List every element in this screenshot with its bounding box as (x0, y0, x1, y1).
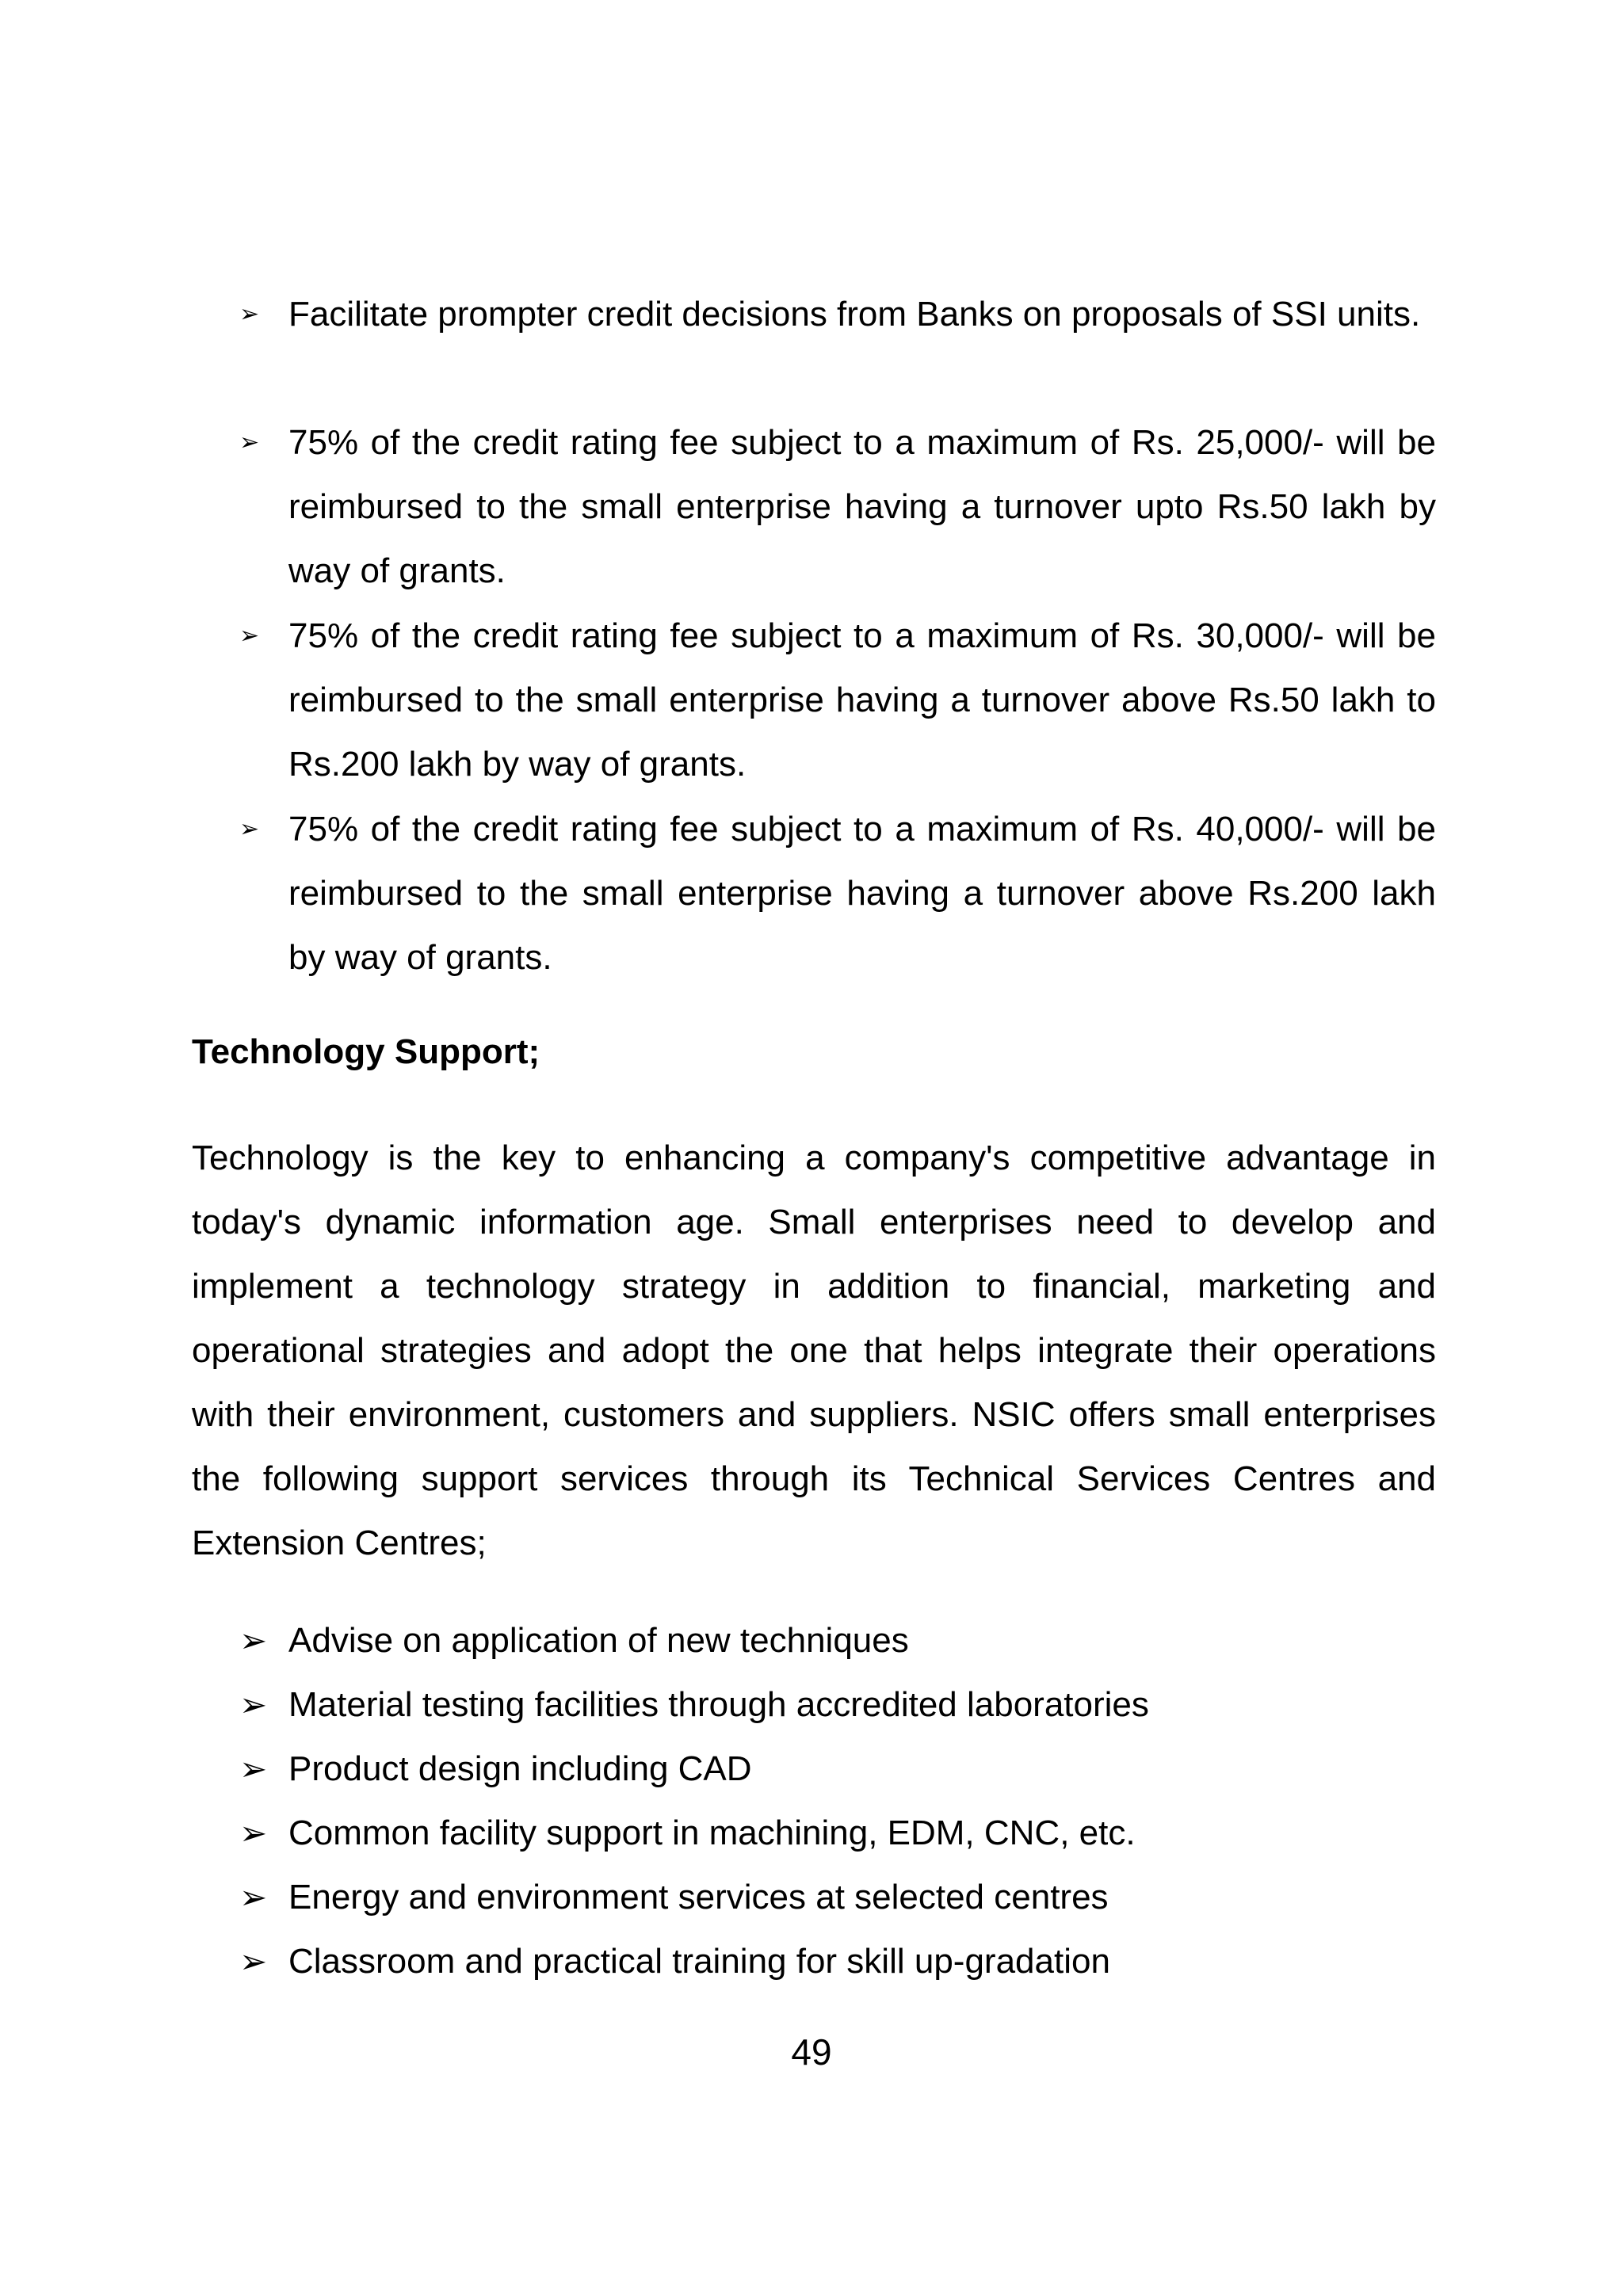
list-item (239, 410, 1436, 603)
list-item-text: 75% of the credit rating fee subject to a maximum of Rs. 40,000/- will be reimbursed to the small enterprise having a turnover above Rs.200 lakh by way of grants. (288, 810, 1436, 977)
list-item (239, 797, 1436, 990)
section-paragraph: Technology is the key to enhancing a company's competitive advantage in today's dynamic information age. Small enterprises need to develop and implement a technology strategy in addition to financial, marketing and operational strategies and adopt the one that helps integrate their operations with their environment, customers and suppliers. NSIC offers small enterprises the following support services through its Technical Services Centres and Extension Centres; (192, 1138, 1436, 1562)
arrow-bullet-icon: ➢ (239, 1878, 268, 1916)
list-item-text: Facilitate prompter credit decisions from Banks on proposals of SSI units. (288, 295, 1421, 334)
arrow-bullet-icon: ➢ (239, 1686, 268, 1723)
list-item-text: Common facility support in machining, EDM, CNC, etc. (288, 1814, 1136, 1852)
list-item (239, 1608, 1436, 1672)
arrow-bullet-icon: ➢ (239, 1814, 268, 1852)
arrow-bullet-icon: ➢ (239, 1622, 268, 1659)
list-item (239, 282, 1436, 346)
list-item (239, 1801, 1436, 1865)
arrow-bullet-icon: ➢ (239, 623, 260, 649)
list-item (239, 604, 1436, 796)
arrow-bullet-icon: ➢ (239, 429, 260, 456)
list-item-text: Energy and environment services at selected centres (288, 1878, 1109, 1917)
section-heading: Technology Support; (192, 1032, 540, 1071)
arrow-bullet-icon: ➢ (239, 1943, 268, 1980)
list-item (239, 1929, 1436, 1993)
list-item (239, 1672, 1436, 1737)
list-item (239, 1865, 1436, 1929)
page-number: 49 (791, 2031, 832, 2073)
list-item-text: 75% of the credit rating fee subject to a maximum of Rs. 25,000/- will be reimbursed to the small enterprise having a turnover upto Rs.50 lakh by way of grants. (288, 423, 1436, 590)
arrow-bullet-icon: ➢ (239, 301, 260, 327)
arrow-bullet-icon: ➢ (239, 1750, 268, 1787)
list-item (239, 1737, 1436, 1801)
list-item-text: Product design including CAD (288, 1749, 752, 1788)
list-item-text: Advise on application of new techniques (288, 1621, 909, 1660)
list-item-text: Classroom and practical training for skill up-gradation (288, 1942, 1110, 1981)
technology-services-bullet-list (0, 1608, 1623, 1993)
list-item-text: 75% of the credit rating fee subject to a maximum of Rs. 30,000/- will be reimbursed to the small enterprise having a turnover above Rs.50 lakh to Rs.200 lakh by way of grants. (288, 616, 1436, 784)
arrow-bullet-icon: ➢ (239, 816, 260, 842)
list-item-text: Material testing facilities through accredited laboratories (288, 1685, 1149, 1724)
